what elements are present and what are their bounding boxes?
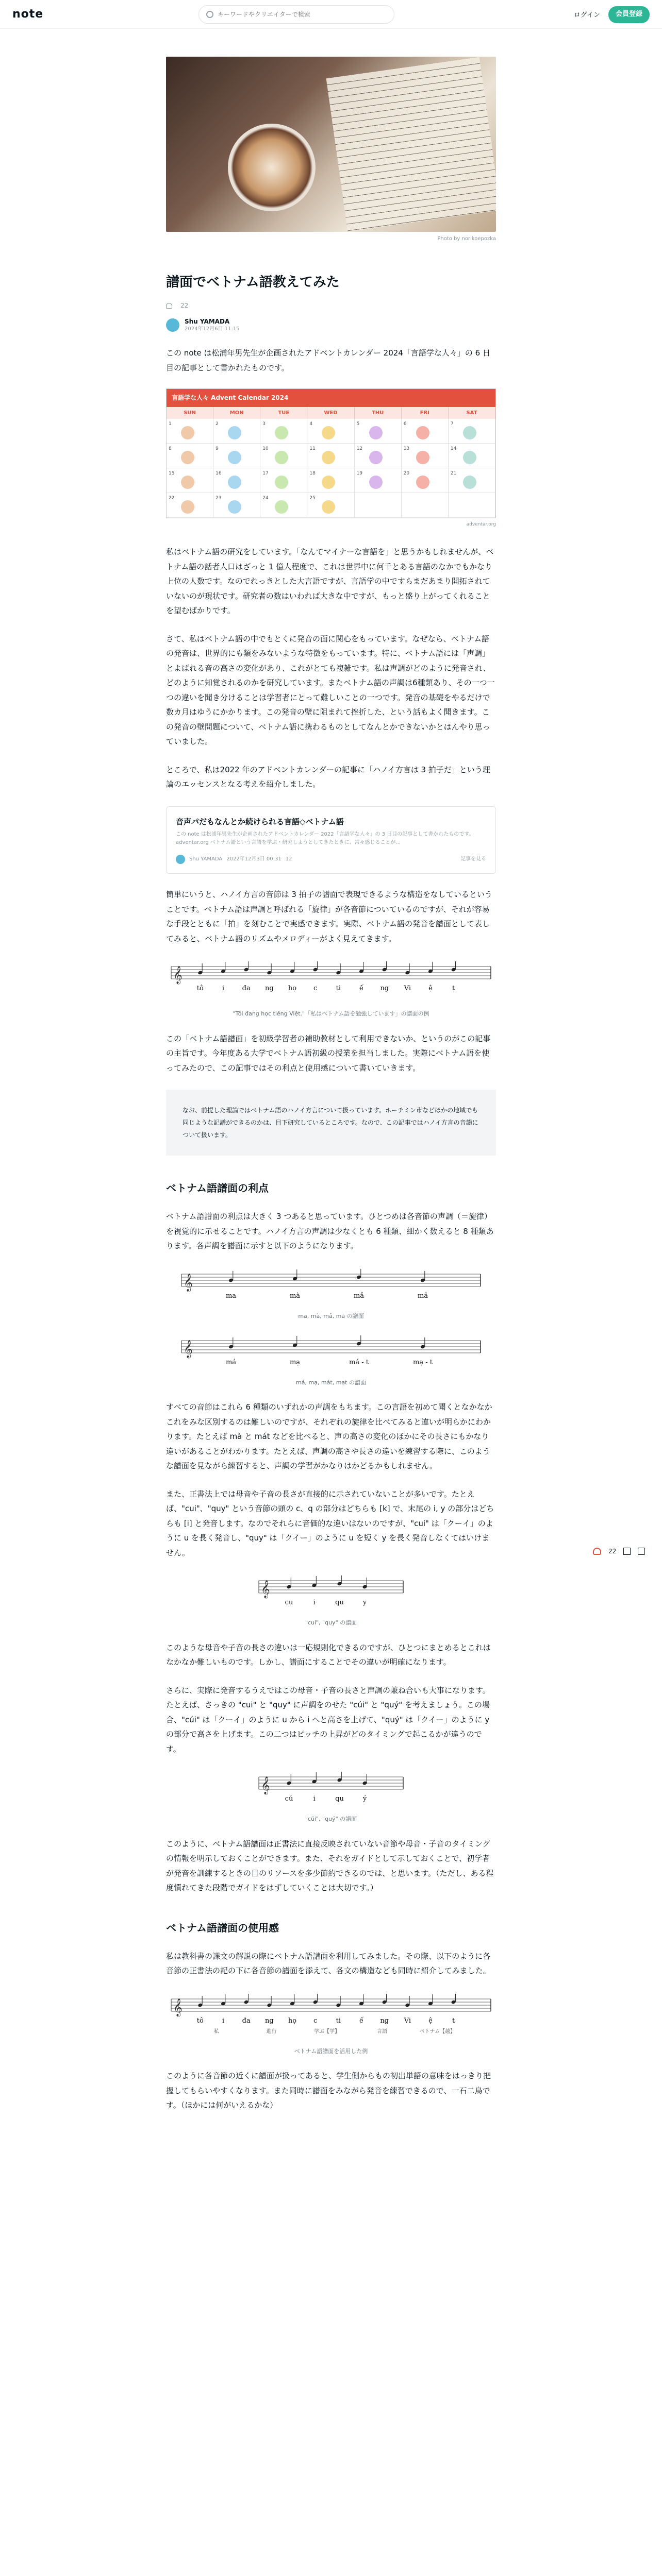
treble-clef: 𝄞 <box>173 966 183 985</box>
calendar-cell[interactable] <box>307 444 354 468</box>
calendar-cell <box>449 493 495 518</box>
calendar-cell[interactable] <box>449 468 495 493</box>
sheet-music-graphic <box>326 57 496 232</box>
gloss-label: 言語 <box>377 2028 388 2035</box>
calendar-cell[interactable] <box>402 468 449 493</box>
participant-avatar <box>275 500 288 514</box>
calendar-date: 23 <box>216 496 222 501</box>
treble-clef: 𝄞 <box>261 1580 270 1599</box>
calendar-date: 24 <box>262 496 269 501</box>
calendar-date: 18 <box>309 471 316 477</box>
syllable-label: ti <box>336 985 341 993</box>
syllable-label: i <box>313 1795 316 1803</box>
calendar-cell <box>402 493 449 518</box>
participant-avatar <box>228 500 241 514</box>
search-box[interactable] <box>198 5 394 24</box>
calendar-cell[interactable] <box>260 493 307 518</box>
gloss-label: 私 <box>213 2028 219 2035</box>
score-cui-quy <box>254 1575 408 1617</box>
floating-actions <box>593 1546 645 1557</box>
syllable-label: tô <box>196 2016 204 2025</box>
calendar-date: 16 <box>216 471 222 477</box>
treble-clef: 𝄞 <box>261 1776 270 1795</box>
calendar-weekdays <box>167 407 495 419</box>
syllable-label: cú <box>285 1795 293 1803</box>
syllable-label: ế <box>359 2016 363 2025</box>
author-name[interactable]: Shu YAMADA <box>185 317 230 325</box>
syllable-label: qu <box>335 1599 344 1607</box>
participant-avatar <box>275 451 288 464</box>
paragraph-13: このように各音節の近くに譜面が扱ってあると、学生側からもの初出単語の意味をはっきり把握してもらいやすくなります。また同時に譜面をみながら発音を練習できるので、一石二鳥です。（ほかには何がいえるかな） <box>166 2071 491 2110</box>
syllable-label: họ <box>288 2016 297 2025</box>
article-body <box>166 273 496 2113</box>
calendar-cell[interactable] <box>307 419 354 444</box>
treble-clef: 𝄞 <box>184 1273 193 1292</box>
calendar-date: 22 <box>169 496 175 501</box>
section-heading-usage: ベトナム語譜面の使用感 <box>166 1921 279 1934</box>
calendar-cell[interactable] <box>260 444 307 468</box>
syllable-label: ti <box>336 2016 341 2025</box>
embed-date: 2022年12月3日 00:31 <box>226 856 282 862</box>
syllable-label: ế <box>359 985 363 993</box>
calendar-cell[interactable] <box>167 419 213 444</box>
calendar-date: 21 <box>450 471 457 477</box>
calendar-date: 5 <box>356 421 360 427</box>
calendar-grid <box>167 419 495 518</box>
embedded-article-card[interactable] <box>166 806 496 874</box>
participant-avatar <box>463 451 476 464</box>
syllable-label: y <box>362 1599 367 1607</box>
share-icon[interactable] <box>638 1548 645 1555</box>
article-actions <box>166 300 496 312</box>
paragraph-6: ベトナム語譜面の利点は大きく 3 つあると思っています。ひとつめは各音節の声調（＝旋律）を視覚的に示せることです。ハノイ方言の声調は少なくとも 6 種類、細かく数えると 8 種類あります。各声調を譜面に示すと以下のようになります。 <box>166 1212 494 1251</box>
calendar-title: 言語学な人々 Advent Calendar 2024 <box>167 389 495 407</box>
calendar-date: 2 <box>216 421 219 427</box>
calendar-weekday: SAT <box>449 407 495 419</box>
calendar-cell[interactable] <box>402 419 449 444</box>
gloss-label: 進行 <box>266 2028 277 2035</box>
calendar-cell <box>355 493 402 518</box>
note-logo[interactable]: note <box>12 7 44 21</box>
calendar-date: 12 <box>356 446 363 452</box>
score-caption-4: "cui", "quy" の譜面 <box>305 1619 357 1626</box>
calendar-cell[interactable] <box>355 419 402 444</box>
syllable-label: c <box>313 985 318 993</box>
paragraph-10: さらに、実際に発音するうえではこの母音・子音の長さと声調の兼ね合いも大事になります。たとえば、さっきの "cui" と "quy" に声調をのせた "cúi" と "quý" を考えましょう。この場合、"cúi" は「クーイ」のように u から i へと高さを上げて、"quý" は「クイー」のように y の部分で高さを上げます。この二つはピッチの上昇がどのタイミングで起こるかが違うのです。 <box>166 1685 490 1754</box>
heart-icon[interactable] <box>593 1548 601 1555</box>
article-title: 譜面でベトナム語教えてみた <box>166 275 340 290</box>
search-icon <box>206 11 213 18</box>
embed-likes: 12 <box>285 856 292 862</box>
calendar-date: 14 <box>450 446 457 452</box>
calendar-cell[interactable] <box>307 468 354 493</box>
paragraph-9: このような母音や子音の長さの違いは一応規則化できるのですが、ひとつにまとめるとこれはなかなか難しいものです。しかし、譜面にすることでその違いが明確になります。 <box>166 1642 491 1667</box>
paragraph-12: 私は教科書の課文の解説の際にベトナム語譜面を利用してみました。その際、以下のように各音節の正書法の記の下に各音節の譜面を添えて、各文の構造なども同時に紹介してみました。 <box>166 1951 491 1976</box>
avatar[interactable] <box>166 318 179 332</box>
calendar-cell[interactable] <box>449 419 495 444</box>
comment-icon[interactable] <box>623 1548 631 1555</box>
calendar-date: 13 <box>403 446 410 452</box>
calendar-weekday: SUN <box>167 407 213 419</box>
calendar-date: 4 <box>309 421 313 427</box>
participant-avatar <box>369 451 383 464</box>
participant-avatar <box>369 476 383 489</box>
calendar-date: 3 <box>262 421 266 427</box>
score-caption-6: ベトナム語譜面を活用した例 <box>294 2047 368 2055</box>
calendar-cell[interactable] <box>213 444 260 468</box>
syllable-label: Vi <box>404 985 411 993</box>
participant-avatar <box>275 426 288 439</box>
participant-avatar <box>181 500 194 514</box>
calendar-date: 11 <box>309 446 316 452</box>
syllable-label: ng <box>380 985 389 993</box>
calendar-cell[interactable] <box>449 444 495 468</box>
participant-avatar <box>369 426 383 439</box>
calendar-cell[interactable] <box>402 444 449 468</box>
calendar-weekday: FRI <box>402 407 449 419</box>
score-caption-2: ma, mà, mả, mã の譜面 <box>298 1312 364 1319</box>
embed-read-more[interactable]: 記事を見る <box>460 856 486 862</box>
syllable-label: i <box>222 985 225 993</box>
paragraph-8: また、正書法上では母音や子音の長さが直接的に示されていないことが多いです。たとえば、"cui"、"quy" という音節の頭の c、q の部分はどちらも [k] で、末尾の i, y の部分はどちらも [i] と発音します。なのでそれらに音価的な違いはないのですが、"cui" は「クーイ」のように u を長く発音し、"quy" は「クイー」のように u を短く y を長く発音しなくてはいけません。 <box>166 1489 494 1557</box>
calendar-date: 17 <box>262 471 269 477</box>
calendar-date: 10 <box>262 446 269 452</box>
calendar-date: 19 <box>356 471 363 477</box>
section-heading-benefits: ベトナム語譜面の利点 <box>166 1182 269 1195</box>
participant-avatar <box>181 426 194 439</box>
participant-avatar <box>416 451 429 464</box>
participant-avatar <box>463 426 476 439</box>
participant-avatar <box>181 476 194 489</box>
paragraph-1: 私はベトナム語の研究をしています。「なんてマイナーな言語を」と思うかもしれませんが、ベトナム語の話者人口はざっと 1 億人程度で、これは世界中に何千とある言語のなかでもかなり上位の人数です。なのでれっきとした大言語ですが、言語学の中ですらまだあまり開拓されていないのが現状です。研究者の数はいわれば大きな中ですが、もっと盛り上がってくれることを望むばかりです。 <box>166 547 494 616</box>
calendar-weekday: THU <box>355 407 402 419</box>
score-cui-quy-toned <box>254 1772 408 1813</box>
syllable-label: ệ <box>428 2016 433 2025</box>
calendar-cell[interactable] <box>167 468 213 493</box>
participant-avatar <box>416 476 429 489</box>
login-button[interactable]: ログイン <box>573 11 600 19</box>
syllable-label: ma <box>225 1292 237 1300</box>
syllable-label: i <box>313 1599 316 1607</box>
calendar-cell[interactable] <box>167 493 213 518</box>
hero-image <box>166 57 496 232</box>
note-box: なお、前提した理論ではベトナム語のハノイ方言について扱っています。ホーチミン市などほかの地域でも同じような記譜ができるのかは、目下研究しているところです。なので、この記事ではハノイ方言の音韻について扱います。 <box>166 1090 496 1156</box>
score-caption-1: "Tôi đang học tiếng Việt."「私はベトナム語を勉強しています」の譜面の例 <box>233 1010 429 1018</box>
calendar-date: 7 <box>450 421 454 427</box>
calendar-cell[interactable] <box>213 468 260 493</box>
embed-footer <box>176 854 486 864</box>
calendar-date: 15 <box>169 471 175 477</box>
site-header <box>0 0 662 29</box>
calendar-date: 20 <box>403 471 410 477</box>
syllable-label: qu <box>335 1795 344 1803</box>
score-example-1 <box>166 961 496 1008</box>
embed-author-name: Shu YAMADA <box>189 856 223 862</box>
embed-description: この note は松浦年男先生が企画されたアドベントカレンダー 2022「言語学な人々」の 3 日目の記事として書かれたものです。adventar.org ベトナム語という言語を学ぶ・研究しようとしてきたときに、常々感じることが... <box>176 832 474 846</box>
calendar-weekday: WED <box>307 407 354 419</box>
gloss-label: ベトナム【越】 <box>419 2028 456 2035</box>
syllable-label: mã <box>417 1292 428 1300</box>
paragraph-2: さて、私はベトナム語の中でもとくに発音の面に関心をもっています。なぜなら、ベトナム語の発音は、世界的にも類をみないような特徴をもっています。特に、ベトナム語には「声調」とよばれる音の高さの変化があり、これがとても複雑です。私は声調がどのように発音され、どのように知覚されるのかを研究しています。またベトナム語の声調は6種類あり、その一つ一つの違いを聞き分けることは学習者にとって難しいことの一つです。発音の基礎をやるだけで数カ月はゆうにかかります。この発音の壁に阻まれて挫折した、という話もよく聞きます。この発音の壁問題について、ベトナム語に携わるものとしてなんとかできないかとはんやり思っていました。 <box>166 634 495 747</box>
syllable-label: ệ <box>428 985 433 993</box>
signup-button[interactable]: 会員登録 <box>608 6 650 23</box>
gloss-label: 学ぶ【学】 <box>314 2028 340 2035</box>
syllable-label: tô <box>196 985 204 993</box>
calendar-cell[interactable] <box>213 419 260 444</box>
advent-calendar-image[interactable] <box>166 388 496 518</box>
syllable-label: ý <box>362 1795 367 1803</box>
treble-clef: 𝄞 <box>184 1340 193 1359</box>
calendar-weekday: TUE <box>260 407 307 419</box>
avatar <box>176 855 185 864</box>
score-caption-5: "cúi", "quý" の譜面 <box>305 1816 357 1823</box>
syllable-label: ng <box>264 2016 274 2025</box>
score-example-annotated <box>166 1994 496 2045</box>
embed-title[interactable]: 音声パだもなんとか続けられる言語◇ベトナム語 <box>176 817 344 826</box>
syllable-label: đa <box>242 2016 251 2025</box>
calendar-cell[interactable] <box>260 468 307 493</box>
treble-clef: 𝄞 <box>173 1998 183 2016</box>
participant-avatar <box>463 476 476 489</box>
participant-avatar <box>275 476 288 489</box>
search-input[interactable] <box>218 11 383 18</box>
syllable-label: mà <box>289 1292 301 1300</box>
syllable-label: má <box>225 1359 237 1367</box>
participant-avatar <box>228 426 241 439</box>
syllable-label: má - t <box>349 1359 369 1367</box>
paragraph-4: 簡単にいうと、ハノイ方言の音節は 3 拍子の譜面で表現できるような構造をなしているということです。ベトナム語は声調と呼ばれる「旋律」が各音節についているのですが、それが容易な手段とともに「拍」を刻むことで実感できます。実際、ベトナム語の発音を譜面として表してみると、ベトナム語のリズムやメロディーがよく見えてきます。 <box>166 890 492 943</box>
post-date: 2024年12月6日 11:15 <box>185 326 240 332</box>
participant-avatar <box>322 451 335 464</box>
syllable-label: mạ <box>289 1359 301 1367</box>
participant-avatar <box>322 500 335 514</box>
calendar-cell[interactable] <box>355 444 402 468</box>
paragraph-7: すべての音節はこれら 6 種類のいずれかの声調をもちます。この言語を初めて聞くとなかなかこれをみな区別するのは難しいのですが、それぞれの旋律を比べてみると違いが明らかにわかります。たとえば mà と mát などを比べると、声の高さの変化のほかにその長さにもかなり違いがあることがわかります。たとえば、声調の高さや長さの違いを練習する際に、このような譜面を見ながら練習すると、声調の学習がかなりはかどるかもしれません。 <box>166 1402 492 1471</box>
heart-icon[interactable] <box>166 303 172 309</box>
calendar-date: 1 <box>169 421 172 427</box>
syllable-label: t <box>452 2016 455 2025</box>
paragraph-5: この「ベトナム語譜面」を初級学習者の補助教材として利用できないか、というのがこの記事の主旨です。今年度ある大学でベトナム語初級の授業を担当しました。実際にベトナム語を使ってみたので、この記事ではその利点と使用感について書いていきます。 <box>166 1033 491 1073</box>
participant-avatar <box>416 426 429 439</box>
paragraph-11: このように、ベトナム語譜面は正書法に直接反映されていない音節や母音・子音のタイミングの情報を明示しておくことができます。また、それをガイドとして示しておくことで、初学者が発音を訓練するときの目のリソースを多少節約できるのでは、と思います。（ただし、ある程度慣れてきた段階でガイドをはずしていくことは大切です。） <box>166 1839 494 1893</box>
calendar-cell[interactable] <box>213 493 260 518</box>
syllable-label: đa <box>242 985 251 993</box>
score-caption-3: má, mạ, mát, mạt の譜面 <box>296 1379 366 1386</box>
score-tones-2 <box>176 1335 486 1377</box>
score-tones-1 <box>176 1269 486 1310</box>
participant-avatar <box>228 451 241 464</box>
paragraph-3: ところで、私は2022 年のアドベントカレンダーの記事に「ハノイ方言は 3 拍子だ」という理論のエッセンスとなる考えを紹介しました。 <box>166 765 490 789</box>
calendar-cell[interactable] <box>167 444 213 468</box>
author-info[interactable] <box>166 318 496 333</box>
calendar-weekday: MON <box>213 407 260 419</box>
calendar-cell[interactable] <box>307 493 354 518</box>
calendar-date: 8 <box>169 446 172 452</box>
calendar-date: 9 <box>216 446 219 452</box>
syllable-label: c <box>313 2016 318 2025</box>
syllable-label: cu <box>285 1599 293 1607</box>
participant-avatar <box>322 476 335 489</box>
syllable-label: t <box>452 985 455 993</box>
calendar-date: 25 <box>309 496 316 501</box>
photo-credit: Photo by norikoepozka <box>437 236 496 242</box>
calendar-cell[interactable] <box>260 419 307 444</box>
syllable-label: i <box>222 2016 225 2025</box>
calendar-date: 6 <box>403 421 407 427</box>
participant-avatar <box>322 426 335 439</box>
syllable-label: ng <box>264 985 274 993</box>
floating-like-count: 22 <box>608 1548 617 1555</box>
coffee-cup-graphic <box>228 124 316 211</box>
participant-avatar <box>228 476 241 489</box>
intro-paragraph: この note は松浦年男先生が企画されたアドベントカレンダー 2024「言語学な人々」の 6 日目の記事として書かれたものです。 <box>166 348 490 372</box>
calendar-source[interactable]: adventar.org <box>466 522 496 528</box>
syllable-label: mả <box>353 1292 365 1300</box>
syllable-label: ng <box>380 2016 389 2025</box>
calendar-cell[interactable] <box>355 468 402 493</box>
syllable-label: họ <box>288 985 297 993</box>
participant-avatar <box>181 451 194 464</box>
syllable-label: mạ - t <box>413 1359 433 1367</box>
like-count: 22 <box>180 302 189 309</box>
syllable-label: Vi <box>404 2016 411 2025</box>
embed-author <box>176 854 292 864</box>
